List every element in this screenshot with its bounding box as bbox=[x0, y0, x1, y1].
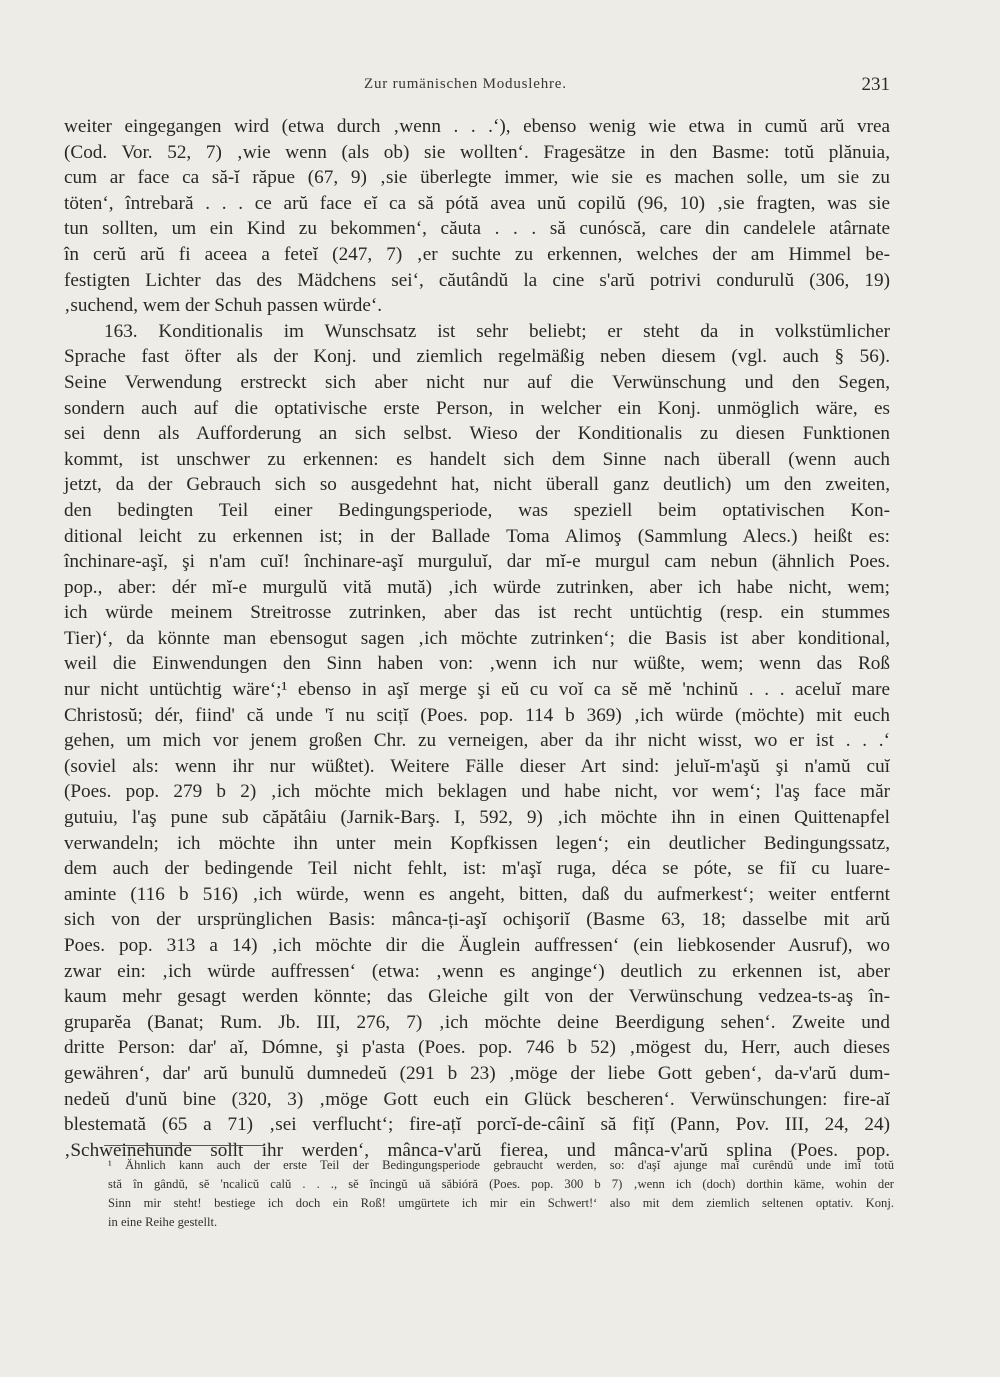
text-line: sich von der ursprünglichen Basis: mânca-ți-aşĭ ochişoriĭ (Basme 63, 18; dasselbe mit arŭ bbox=[64, 909, 890, 931]
text-line: blestemată (65 a 71) ‚sei verflucht‘; fire-ațĭ porcĭ-de-câinĭ să fițĭ (Pann, Pov. III, 24, 24) bbox=[64, 1114, 890, 1136]
text-line: Christosŭ; dér, fiind' că unde 'ĭ nu scițĭ (Poes. pop. 114 b 369) ‚ich würde (möchte) mit euch bbox=[64, 704, 890, 726]
footnotes bbox=[108, 1156, 894, 1232]
text-line: kommt, ist unschwer zu erkennen: es handelt sich dem Sinne nach überall (wenn auch bbox=[64, 448, 890, 470]
text-line: aminte (116 b 516) ‚ich würde, wenn es angeht, bitten, daß du aufmerkest‘; weiter entfernt bbox=[64, 883, 890, 905]
text-line: (soviel als: wenn ihr nur wüßtet). Weitere Fälle dieser Art sind: jeluĭ-m'aşŭ şi n'amŭ cuĭ bbox=[64, 755, 890, 777]
text-line: pop., aber: dér mĭ-e murgulŭ vită mută) ‚ich würde zutrinken, aber ich habe nicht, wem; bbox=[64, 576, 890, 598]
text-line: den bedingten Teil einer Bedingungsperiode, was speziell beim optativischen Kon- bbox=[64, 499, 890, 521]
text-line: gewähren‘, dar' arŭ bunulŭ dumnedeŭ (291 b 23) ‚möge der liebe Gott geben‘, da-v'arŭ dum- bbox=[64, 1062, 890, 1084]
text-line: dritte Person: dar' aĭ, Dómne, şi p'asta (Poes. pop. 746 b 52) ‚mögest du, Herr, auch dieses bbox=[64, 1037, 890, 1059]
text-line: Poes. pop. 313 a 14) ‚ich möchte dir die Äuglein auffressen‘ (ein liebkosender Ausruf), wo bbox=[64, 935, 890, 956]
text-line: ‚Schweinehunde sollt ihr werden‘, mânca-v'arŭ fierea, und mânca-v'arŭ splina (Poes. pop. bbox=[64, 1139, 890, 1161]
text-line: în cerŭ arŭ fi aceea a feteĭ (247, 7) ‚er suchte zu erkennen, welches der am Himmel be- bbox=[64, 243, 890, 265]
text-line: weiter eingegangen wird (etwa durch ‚wenn . . .‘), ebenso wenig wie etwa in cumŭ arŭ vrea bbox=[64, 116, 890, 137]
text-line: stă în gândŭ, sĕ 'ncalicŭ calŭ . . ., sĕ încingŭ uă săbióră (Poes. pop. 300 b 7) ‚wenn ich (doch) dorthin käme, wohin der bbox=[108, 1177, 894, 1191]
text-line: gutuiu, l'aş pune sub căpătâiu (Jarnik-Barş. I, 592, 9) ‚ich möchte ihn in einen Quittenapfel bbox=[64, 807, 890, 829]
text-line: gruparĕa (Banat; Rum. Jb. III, 276, 7) ‚ich möchte deine Beerdigung sehen‘. Zweite und bbox=[64, 1011, 890, 1033]
text-line: (Cod. Vor. 52, 7) ‚wie wenn (als ob) sie wollten‘. Fragesätze in den Basme: totŭ plănuia, bbox=[64, 141, 890, 163]
text-line: ‚suchend, wem der Schuh passen würde‘. bbox=[64, 295, 383, 317]
text-line: tun sollten, um ein Kind zu bekommen‘, căuta . . . să cunóscă, care din candelele atârnate bbox=[64, 218, 890, 240]
text-line: nur nicht untüchtig wäre‘;¹ ebenso in aşĭ merge şi eŭ cu voĭ ca sĕ mĕ 'nchinŭ . . . aceluĭ mare bbox=[64, 679, 890, 701]
text-line: dem auch der bedingende Teil nicht fehlt, ist: m'aşĭ ruga, déca se póte, se fiĭ cu luare- bbox=[64, 858, 890, 880]
text-line: (Poes. pop. 279 b 2) ‚ich möchte mich beklagen und habe nicht, vor wem‘; l'aş face măr bbox=[64, 781, 890, 803]
text-line: închinare-aşĭ, şi n'am cuĭ! închinare-aşĭ murguluĭ, dar mĭ-e murgul cam nebun (ähnlich Poes. bbox=[64, 551, 890, 573]
text-line: festigten Lichter das des Mädchens sei‘, căutândŭ la cine s'arŭ potrivi condurulŭ (306, 19) bbox=[64, 269, 890, 291]
text-line: Sinn mir steht! bestiege ich doch ein Roß! umgürtete ich mir ein Schwert!‘ also mit dem ziemlich seltenen optativ. Konj. bbox=[108, 1196, 894, 1210]
text-line: kaum mehr gesagt werden könnte; das Gleiche gilt von der Verwünschung vedzea-ts-aş în- bbox=[64, 986, 890, 1008]
text-line: Tier)‘, da könnte man ebensogut sagen ‚ich möchte zutrinken‘; die Basis ist aber konditional, bbox=[64, 627, 890, 649]
page-number: 231 bbox=[861, 74, 890, 95]
text-line: Seine Verwendung erstreckt sich aber nicht nur auf die Verwünschung und den Segen, bbox=[64, 371, 890, 393]
text-line: in eine Reihe gestellt. bbox=[108, 1215, 218, 1229]
text-line: nedeŭ d'unŭ bine (320, 3) ‚möge Gott euch ein Glück bescheren‘. Verwünschungen: fire-aĭ bbox=[64, 1088, 890, 1110]
body-text bbox=[64, 114, 890, 1163]
running-title: Zur rumänischen Moduslehre. bbox=[364, 76, 567, 92]
text-line: cum ar face ca să-ĭ răpue (67, 9) ‚sie überlegte immer, wie sie es machen solle, um sie zu bbox=[64, 167, 890, 189]
text-line: ditional leicht zu erkennen ist; in der Ballade Toma Alimoş (Sammlung Alecs.) heißt es: bbox=[64, 525, 890, 547]
text-line: töten‘, întrebară . . . ce arŭ face eĭ ca să pótă avea unŭ copilŭ (96, 10) ‚sie fragten, was sie bbox=[64, 192, 890, 214]
text-line: verwandeln; ich möchte ihn unter mein Kopfkissen legen‘; ein deutlicher Bedingungssatz, bbox=[64, 832, 890, 854]
text-line: zwar ein: ‚ich würde auffressen‘ (etwa: ‚wenn es anginge‘) deutlich zu erkennen ist, aber bbox=[64, 960, 890, 982]
text-line: sei denn als Aufforderung an sich selbst. Wieso der Konditionalis zu diesen Funktionen bbox=[64, 423, 890, 445]
text-line: gehen, um mich vor jenem großen Chr. zu verneigen, aber da ihr nicht wisst, wo er ist . . .‘ bbox=[64, 730, 890, 752]
text-line: ich würde meinem Streitrosse zutrinken, aber das ist recht untüchtig (resp. ein stummes bbox=[64, 602, 890, 624]
text-line: weil die Einwendungen den Sinn haben von: ‚wenn ich nur wüßte, wem; wenn das Roß bbox=[64, 653, 890, 675]
text-line: Sprache fast öfter als der Konj. und ziemlich regelmäßig neben diesem (vgl. auch § 56). bbox=[64, 346, 890, 368]
text-line: 163. Konditionalis im Wunschsatz ist sehr beliebt; er steht da in volkstümlicher bbox=[104, 320, 890, 342]
text-line: sondern auch auf die optativische erste Person, in welcher ein Konj. unmöglich wäre, es bbox=[64, 397, 890, 419]
running-head bbox=[64, 74, 890, 98]
text-line: ¹ Ähnlich kann auch der erste Teil der Bedingungsperiode gebraucht werden, so: d'aşĭ ajunge maĭ curêndŭ unde imĭ totŭ bbox=[108, 1158, 894, 1172]
text-line: jetzt, da der Gebrauch sich so ausgedehnt hat, nicht überall ganz deutlich) um den zweiten, bbox=[64, 474, 890, 496]
footnote-divider bbox=[104, 1145, 264, 1146]
